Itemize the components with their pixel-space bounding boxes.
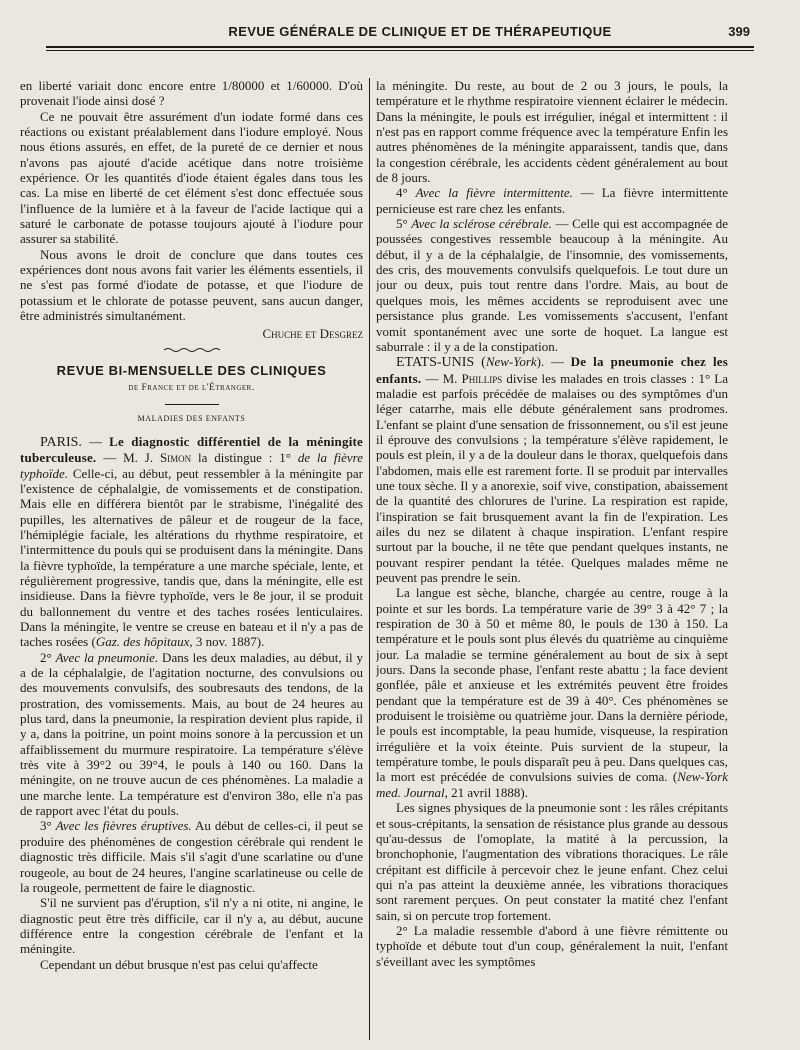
- subheading: Avec la sclérose cérébrale.: [411, 216, 552, 232]
- paragraph-pneumonie: 2° Avec la pneumonie. Dans les deux maladies, au début, il y a de la céphalalgie, de l'agitation nocturne, des convulsions ou des mouvements convulsifs, des soubresauts des tendons, de la prostration, des vomissements. Mais, au bout de 24 heures au plus tard, dans la pneumonie, la respiration devient plus rapide, il y a, dans la poitrine, un point moins sonore à la percussion et un affaiblissement du murmure respiratoire. La température s'élève très vite à 39°2 ou 39°4, le pouls à 140 ou 160. Dans la méningite, on ne trouve aucun de ces phénomènes. La maladie a une marche lente. La température est d'environ 38o, elle n'a pas de rapport avec l'état du pouls.: [20, 649, 363, 819]
- article-title: De la pneumonie chez les enfants.: [376, 354, 728, 386]
- paragraph: Nous avons le droit de conclure que dans toutes ces expériences dont nous avons fait varier les éléments essentiels, il ne s'est pas formé d'iodate de potasse, et que l'iodure de potassium et le chlorate de potasse peuvent, sans aucun danger, être administrés simultanément.: [20, 246, 363, 324]
- place-name: ETATS-UNIS (: [396, 355, 486, 371]
- author-name: Simon: [159, 450, 192, 466]
- section-subtitle: de France et de l'Étranger.: [128, 383, 255, 394]
- author-name: Phillips: [461, 370, 503, 386]
- section-title: REVUE BI-MENSUELLE DES CLINIQUES: [56, 362, 327, 378]
- state-name: New-York: [485, 354, 537, 370]
- citation-source: Gaz. des hôpitaux,: [95, 634, 193, 650]
- running-title: REVUE GÉNÉRALE DE CLINIQUE ET DE THÉRAPEUTIQUE: [228, 24, 612, 39]
- page-number: 399: [728, 24, 750, 39]
- right-column: [376, 78, 728, 1038]
- place-name: PARIS.: [40, 434, 82, 450]
- paragraph: Cependant un début brusque n'est pas celui qu'affecte: [40, 956, 318, 972]
- paragraph-sclerose: 5° Avec la sclérose cérébrale. — Celle qui est accompagnée de poussées congestives ressemble beaucoup à la méningite. Au début, il y a de la céphalalgie, de l'insomnie, des vomissements, des cris, des mouvements convulsifs quelquefois. Le tout dure un jour ou deux, puis tout rentre dans l'ordre. Mais, au bout de quelques mois, les mêmes accidents se reproduisent avec une persistance plus grande. Les vomissements s'accusent, l'enfant vomit spontanément avec une sorte de hoquet. La langue est saburrale : il y a de la constipation.: [376, 216, 728, 354]
- paragraph: Les signes physiques de la pneumonie sont : les râles crépitants et sous-crépitants, la sensation de résistance plus grande au dessous qu'au-dessus de l'omoplate, la matité à la percussion, la bronchophonie, l'augmentation des vibrations thoraciques. Le râle crépitant est difficile à percevoir chez le jeune enfant. Chez celui qui n'a pas atteint la deuxième année, les vibrations thoraciques sont rarement perçues. On peut constater la matité chez l'enfant sain, si on percute trop fortement.: [376, 800, 728, 923]
- section-rule: [165, 404, 219, 405]
- column-rule: [369, 78, 370, 1040]
- ornament-divider: [162, 347, 222, 353]
- paragraph-paris: PARIS. — Le diagnostic différentiel de la méningite tuberculeuse. — M. J. Simon la distingue : 1° de la fièvre typhoïde. Celle-ci, au début, peut ressembler à la méningite par l'existence de céphalalgie, de vomissements et de constipation. Mais elle en différera bientôt par le strabisme, l'inégalité des pupilles, les alternatives de pâleur et de rougeur de la face, l'hémiplégie faciale, les altérations du rhythme respiratoire, et l'intermittence du pouls qui se produisent dans la méningite. Dans la fièvre typhoïde, la température a une marche spéciale, lente, et régulièrement progressive, tandis que, dans la méningite, elle est insidieuse. Dans la fièvre typhoïde, vers le 8e jour, il se produit du ballonnement du ventre et des taches rosées lenticulaires. Dans la méningite, le ventre se creuse en bateau et il n'y a pas de taches rosées (Gaz. des hôpitaux, 3 nov. 1887).: [20, 433, 363, 650]
- paragraph-langue: La langue est sèche, blanche, chargée au centre, rouge à la pointe et sur les bords. La température varie de 39° 3 à 42° 7 ; la respiration de 30 à 50 et même 80, le pouls de 130 à 150. La température et le pouls sont plus élevés du quatrième au cinquième jour. La maladie se termine généralement au bout de six à sept jours. Dans la seconde phase, l'enfant reste abattu ; la face devient gonflée, pâle et anxieuse et les extrémités peuvent être froides pendant que la température est de 39 à 40°. Ces phénomènes se produisent le troisième ou quatrième jour. Dans la dernière période, le pouls est incomptable, la peau humide, visqueuse, la respiration irrégulière et la voix éteinte. Puis survient de la stupeur, la température tombe, le pouls disparaît peu à peu. Dans quelques cas, la mort est précédée de convulsions suivies de coma. (New-York med. Journal, 21 avril 1888).: [376, 585, 728, 800]
- running-head: [60, 24, 750, 44]
- author-signature: Chuche et Desgrez: [262, 325, 363, 341]
- paragraph-eruptives: 3° Avec les fièvres éruptives. Au début de celles-ci, il peut se produire des phénomènes de congestion cérébrale qui rendent le diagnostic très difficile. Mais s'il s'agit d'une scarlatine ou d'une rougeole, au bout de 24 heures, l'angine scarlatineuse ou celle de la rougeole, permettent de faire le diagnostic.: [20, 818, 363, 895]
- subheading: Avec la fièvre intermittente.: [415, 185, 573, 201]
- rubric-heading: MALADIES DES ENFANTS: [137, 413, 246, 423]
- citation-source: New-York med. Journal,: [376, 769, 728, 800]
- header-rule: [46, 46, 754, 51]
- subheading: Avec la pneumonie.: [55, 649, 159, 665]
- paragraph: 2° La maladie ressemble d'abord à une fièvre rémittente ou typhoïde et débute tout d'un coup, généralement la nuit, l'enfant s'éveillant avec les symptômes: [376, 922, 728, 969]
- left-column: [20, 78, 363, 1038]
- subheading: Avec les fièvres éruptives.: [55, 818, 192, 834]
- paragraph: la méningite. Du reste, au bout de 2 ou 3 jours, le pouls, la température et le rhythme respiratoire viennent éclairer le médecin. Dans la méningite, le pouls est irrégulier, inégal et intermittent : il n'est pas en rapport comme fréquence avec la température Enfin les autres phénomènes de la méningite apparaissent, tandis que, dans la congestion cérébrale, les accidents cèdent généralement au bout de 8 jours.: [376, 78, 728, 186]
- paragraph-etats-unis: ETATS-UNIS (New-York). — De la pneumonie chez les enfants. — M. Phillips divise les malades en trois classes : 1° La maladie est parfois précédée de malaises ou des symptômes d'un léger catarrhe, mais elle débute généralement sans prodromes. L'enfant se plaint d'une sensation de frissonnement, ou s'il est jeune il éprouve des convulsions ; la température s'élève rapidement, le pouls est plein, il y a de la douleur dans le thorax, quelquefois dans l'abdomen, mais elle est rarement forte. Il se produit par intervalles une toux sèche. Il y a anorexie, soif vive, constipation, abaissement de la quantité des chlorures de l'urine. La respiration est rapide, l'inspiration se fait brusquement avant la fin de l'expiration. Les ailes du nez se dilatent à chaque inspiration. L'enfant respire surtout par la bouche, il ne tête que pendant quelques instants, ne pouvant respirer pendant la tétée. Quelques malades même ne peuvent pas prendre le sein.: [376, 354, 728, 585]
- subheading: de la fièvre typhoïde.: [20, 450, 363, 481]
- paragraph: Ce ne pouvait être assurément d'un iodate formé dans ces réactions ou existant préalablement dans l'iodure employé. Nous nous étions assurés, en effet, de la pureté de ce dernier et nous n'avons pas ajouté d'acide acétique dans notre troisième expérience. Or les quantités d'iode étaient égales dans tous les cas. La mise en liberté de cet élément s'est donc effectuée sous l'influence de la lumière et à la faveur de l'acide lactique qui a saturé le carbonate de potasse toujours ajouté à l'iodure pour assurer sa stabilité.: [20, 108, 363, 247]
- article-title: Le diagnostic différentiel de la méningite tuberculeuse.: [20, 433, 363, 466]
- paragraph: en liberté variait donc encore entre 1/80000 et 1/60000. D'où provenait l'iode ainsi dosé ?: [20, 78, 363, 109]
- paragraph: S'il ne survient pas d'éruption, s'il n'y a ni otite, ni angine, le diagnostic peut être très difficile, car il n'y a, au début, aucune différence entre la congestion cérébrale de l'enfant et la méningite.: [20, 895, 363, 957]
- paragraph-intermittente: 4° Avec la fièvre intermittente. — La fièvre intermittente pernicieuse est rare chez les enfants.: [376, 185, 728, 216]
